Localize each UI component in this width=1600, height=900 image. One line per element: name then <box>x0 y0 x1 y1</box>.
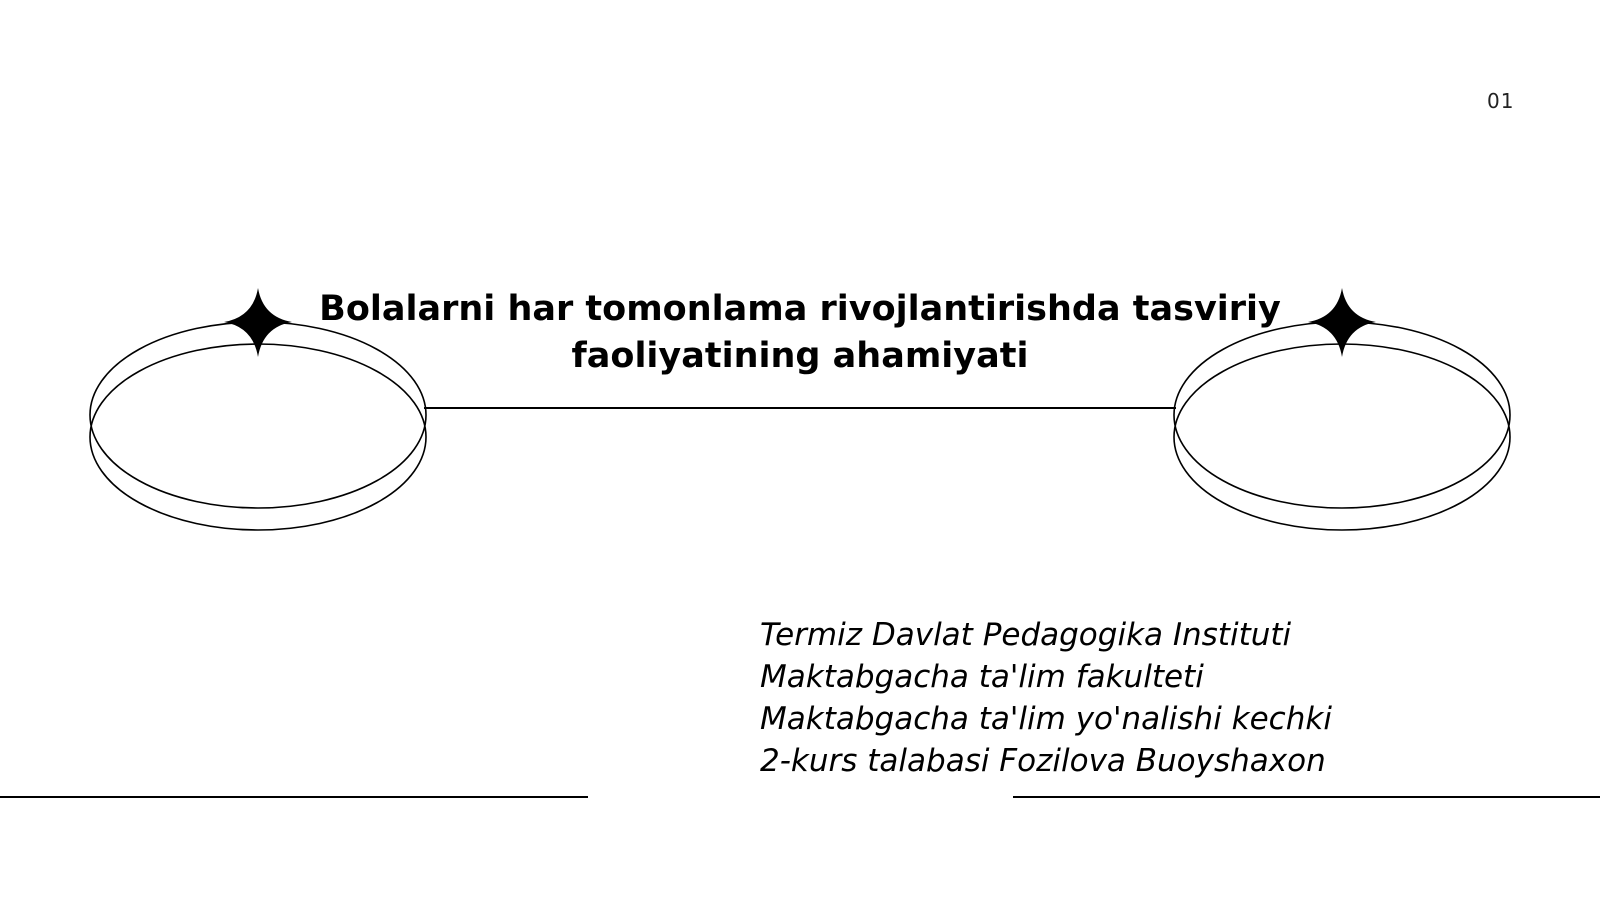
author-line-4: 2-kurs talabasi Fozilova Buoyshaxon <box>760 743 1326 779</box>
title-line-2: faoliyatining ahamiyati <box>571 336 1029 376</box>
title-line-1: Bolalarni har tomonlama rivojlantirishda tasviriy <box>319 289 1281 329</box>
slide-title <box>280 286 1320 380</box>
slide-number: 01 <box>1487 89 1515 113</box>
author-line-1: Termiz Davlat Pedagogika Instituti <box>760 617 1292 653</box>
author-info <box>760 614 1332 782</box>
author-line-2: Maktabgacha ta'lim fakulteti <box>760 659 1204 695</box>
author-line-3: Maktabgacha ta'lim yo'nalishi kechki <box>760 701 1332 737</box>
